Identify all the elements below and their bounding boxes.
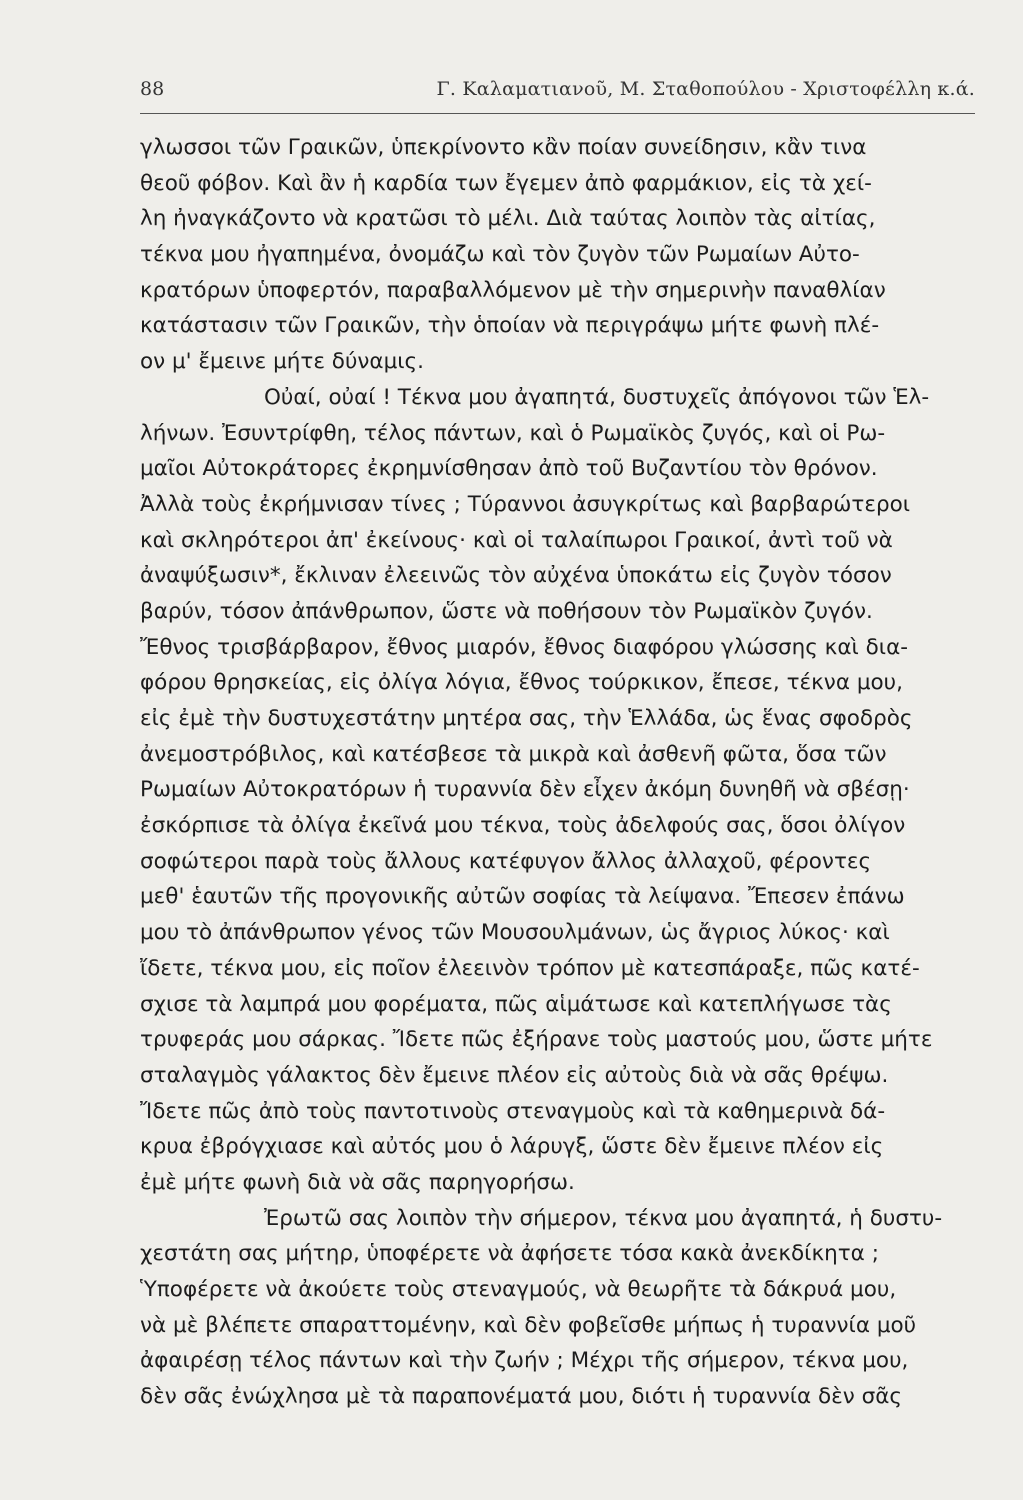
- text-line: λήνων. Ἐσυντρίφθη, τέλος πάντων, καὶ ὁ Ρωμαϊκὸς ζυγός, καὶ οἱ Ρω-: [140, 420, 886, 446]
- text-line: κατάστασιν τῶν Γραικῶν, τὴν ὁποίαν νὰ περιγράψω μήτε φωνὴ πλέ-: [140, 313, 880, 339]
- text-line: ἐσκόρπισε τὰ ὀλίγα ἐκεῖνά μου τέκνα, τοὺς ἀδελφούς σας, ὅσοι ὀλίγον: [140, 813, 906, 839]
- text-line: θεοῦ φόβον. Καὶ ἂν ἡ καρδία των ἔγεμεν ἀπὸ φαρμάκιον, εἰς τὰ χεί-: [140, 170, 872, 196]
- text-line: Ἀλλὰ τοὺς ἐκρήμνισαν τίνες ; Τύραννοι ἀσυγκρίτως καὶ βαρβαρώτεροι: [140, 491, 911, 517]
- page-header: [140, 72, 975, 106]
- text-line: μου τὸ ἀπάνθρωπον γένος τῶν Μουσουλμάνων, ὡς ἄγριος λύκος· καὶ: [140, 920, 890, 946]
- text-line: ἀναψύξωσιν*, ἔκλιναν ἐλεεινῶς τὸν αὐχένα ὑποκάτω εἰς ζυγὸν τόσον: [140, 563, 892, 589]
- text-line: δὲν σᾶς ἐνώχλησα μὲ τὰ παραπονέματά μου, διότι ἡ τυραννία δὲν σᾶς: [140, 1384, 903, 1410]
- header-rule: [140, 113, 975, 114]
- text-line: ἀφαιρέσῃ τέλος πάντων καὶ τὴν ζωήν ; Μέχρι τῆς σήμερον, τέκνα μου,: [140, 1348, 909, 1374]
- text-line: Οὐαί, οὐαί ! Τέκνα μου ἀγαπητά, δυστυχεῖς ἀπόγονοι τῶν Ἑλ-: [264, 384, 930, 410]
- body-text: [140, 130, 988, 1415]
- text-line: σταλαγμὸς γάλακτος δὲν ἔμεινε πλέον εἰς αὐτοὺς διὰ νὰ σᾶς θρέψω.: [140, 1062, 889, 1088]
- running-head: Γ. Καλαματιανοῦ, Μ. Σταθοπούλου - Χριστοφέλλη κ.ά.: [436, 78, 975, 100]
- text-line: νὰ μὲ βλέπετε σπαραττομένην, καὶ δὲν φοβεῖσθε μήπως ἡ τυραννία μοῦ: [140, 1312, 917, 1338]
- text-line: Ὑποφέρετε νὰ ἀκούετε τοὺς στεναγμούς, νὰ θεωρῆτε τὰ δάκρυά μου,: [140, 1277, 897, 1302]
- text-line: Ρωμαίων Αὐτοκρατόρων ἡ τυραννία δὲν εἶχεν ἀκόμη δυνηθῆ νὰ σβέσῃ·: [140, 777, 910, 803]
- text-line: εἰς ἐμὲ τὴν δυστυχεστάτην μητέρα σας, τὴν Ἑλλάδα, ὡς ἕνας σφοδρὸς: [140, 706, 913, 731]
- text-line: λη ἠναγκάζοντο νὰ κρατῶσι τὸ μέλι. Διὰ ταύτας λοιπὸν τὰς αἰτίας,: [140, 206, 876, 232]
- text-line: χεστάτη σας μήτηρ, ὑποφέρετε νὰ ἀφήσετε τόσα κακὰ ἀνεκδίκητα ;: [140, 1241, 879, 1267]
- text-line: Ἐρωτῶ σας λοιπὸν τὴν σήμερον, τέκνα μου ἀγαπητά, ἡ δυστυ-: [264, 1205, 943, 1231]
- text-line: μαῖοι Αὐτοκράτορες ἐκρημνίσθησαν ἀπὸ τοῦ Βυζαντίου τὸν θρόνον.: [140, 456, 878, 482]
- text-line: φόρου θρησκείας, εἰς ὀλίγα λόγια, ἔθνος τούρκικον, ἔπεσε, τέκνα μου,: [140, 670, 903, 696]
- text-line: ἴδετε, τέκνα μου, εἰς ποῖον ἐλεεινὸν τρόπον μὲ κατεσπάραξε, πῶς κατέ-: [140, 955, 920, 981]
- text-line: βαρύν, τόσον ἀπάνθρωπον, ὥστε νὰ ποθήσουν τὸν Ρωμαϊκὸν ζυγόν.: [140, 598, 873, 624]
- text-line: σχισε τὰ λαμπρά μου φορέματα, πῶς αἱμάτωσε καὶ κατεπλήγωσε τὰς: [140, 991, 892, 1017]
- text-line: τέκνα μου ἠγαπημένα, ὀνομάζω καὶ τὸν ζυγὸν τῶν Ρωμαίων Αὐτο-: [140, 242, 860, 268]
- text-line: κρατόρων ὑποφερτόν, παραβαλλόμενον μὲ τὴν σημερινὴν παναθλίαν: [140, 277, 886, 303]
- text-line: σοφώτεροι παρὰ τοὺς ἄλλους κατέφυγον ἄλλος ἀλλαχοῦ, φέροντες: [140, 848, 872, 874]
- text-line: μεθ' ἑαυτῶν τῆς προγονικῆς αὐτῶν σοφίας τὰ λείψανα. Ἔπεσεν ἐπάνω: [140, 884, 905, 910]
- text-line: Ἔθνος τρισβάρβαρον, ἔθνος μιαρόν, ἔθνος διαφόρου γλώσσης καὶ δια-: [140, 634, 908, 660]
- text-line: κρυα ἐβρόγχιασε καὶ αὐτός μου ὁ λάρυγξ, ὥστε δὲν ἔμεινε πλέον εἰς: [140, 1134, 884, 1160]
- text-line: ον μ' ἔμεινε μήτε δύναμις.: [140, 349, 424, 375]
- text-line: ἀνεμοστρόβιλος, καὶ κατέσβεσε τὰ μικρὰ καὶ ἀσθενῆ φῶτα, ὅσα τῶν: [140, 741, 887, 767]
- page-number: 88: [140, 78, 165, 100]
- text-line: Ἴδετε πῶς ἀπὸ τοὺς παντοτινοὺς στεναγμοὺς καὶ τὰ καθημερινὰ δά-: [140, 1098, 886, 1124]
- text-line: καὶ σκληρότεροι ἀπ' ἐκείνους· καὶ οἱ ταλαίπωροι Γραικοί, ἀντὶ τοῦ νὰ: [140, 527, 893, 553]
- text-line: τρυφεράς μου σάρκας. Ἴδετε πῶς ἐξήρανε τοὺς μαστούς μου, ὥστε μήτε: [140, 1027, 933, 1053]
- text-line: γλωσσοι τῶν Γραικῶν, ὑπεκρίνοντο κἂν ποίαν συνείδησιν, κἂν τινα: [140, 135, 867, 160]
- text-line: ἐμὲ μήτε φωνὴ διὰ νὰ σᾶς παρηγορήσω.: [140, 1169, 575, 1195]
